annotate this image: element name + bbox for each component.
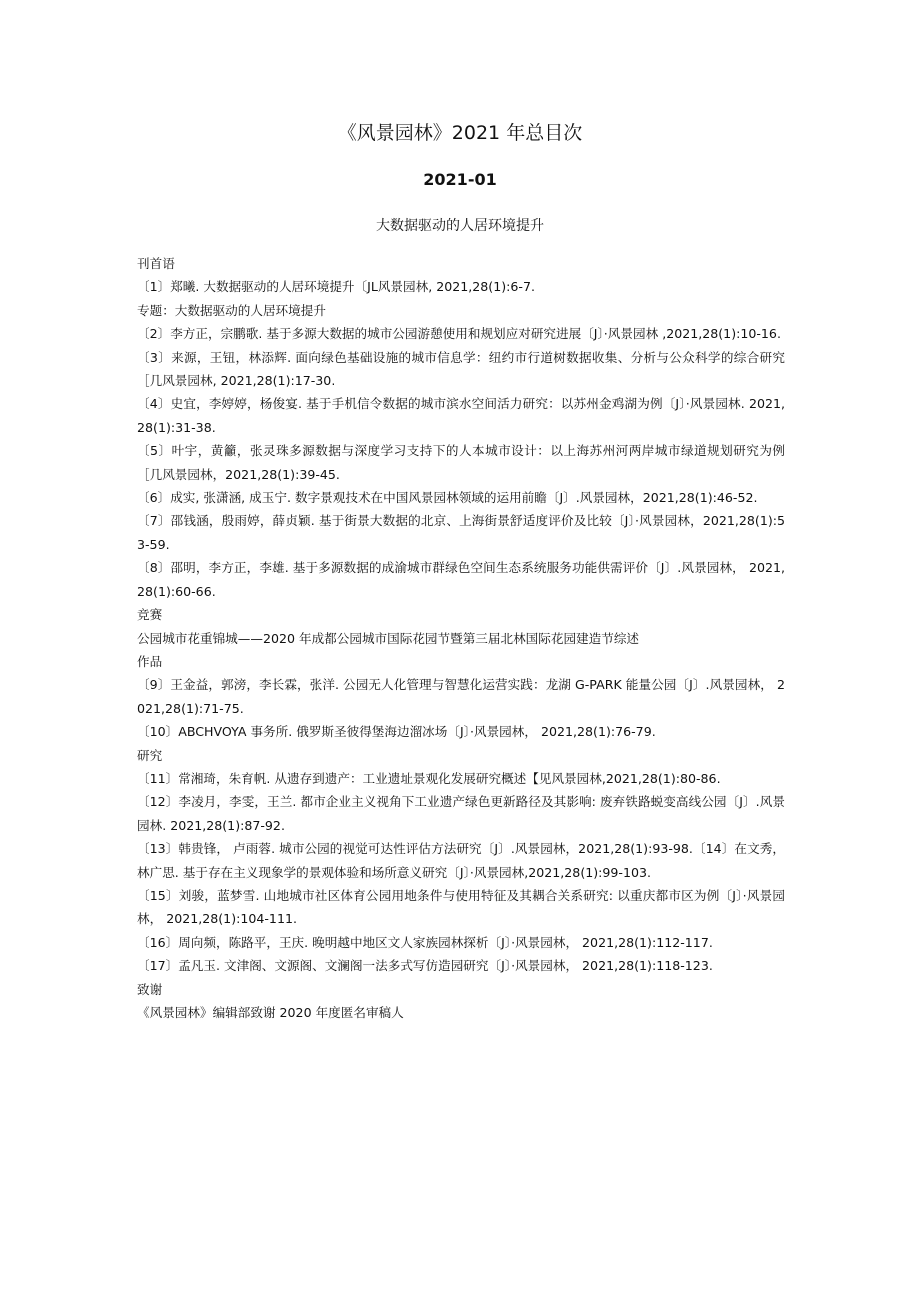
section-heading: 致谢: [137, 981, 163, 997]
contents-entry: 《风景园林》编辑部致谢 2020 年度匿名审稿人: [137, 1005, 404, 1020]
section-heading: 专题：大数据驱动的人居环境提升: [137, 302, 326, 318]
section-heading: 研究: [137, 747, 163, 763]
contents-list: [137, 252, 785, 1024]
contents-entry: 公园城市花重锦城——2020 年成都公园城市国际花园节暨第三届北林国际花园建造节综述: [137, 630, 640, 646]
contents-entry: 〔10〕ABCHVOYA 事务所. 俄罗斯圣彼得堡海边溜冰场〔J〕·风景园林， 2021,28(1):76-79.: [137, 724, 656, 740]
contents-entry: 〔15〕刘骏，蓝梦雪. 山地城市社区体育公园用地条件与使用特征及其耦合关系研究: 以重庆都市区为例〔J〕·风景园林， 2021,28(1):104-111.: [137, 887, 785, 927]
contents-entry: 〔16〕周向频，陈路平，王庆. 晚明越中地区文人家族园林探析〔J〕·风景园林， 2021,28(1):112-117.: [137, 934, 713, 950]
contents-entry: 〔7〕邵钱涵，殷雨婷，薛贞颖. 基于街景大数据的北京、上海街景舒适度评价及比较〔J〕·风景园林，2021,28(1):53-59.: [137, 513, 785, 552]
contents-entry: 〔5〕叶宇，黄籲，张灵珠多源数据与深度学习支持下的人本城市设计：以上海苏州河两岸城市绿道规划研究为例［几风景园林，2021,28(1):39-45.: [137, 443, 785, 482]
contents-entry: 〔9〕王金益，郭滂，李长霖，张洋. 公园无人化管理与智慧化运营实践：龙湖 G-PARK 能量公园〔J〕.风景园林， 2021,28(1):71-75.: [137, 677, 785, 716]
contents-entry: 〔11〕常湘琦，朱育帆. 从遗存到遗产：工业遗址景观化发展研究概述【见风景园林,2021,28(1):80-86.: [137, 770, 721, 786]
contents-entry: 〔13〕韩贵锋， 卢雨蓉. 城市公园的视觉可达性评估方法研究〔J〕.风景园林，2021,28(1):93-98.〔14〕在文秀，林广思. 基于存在主义现象学的景观体验和场所意义研究〔J〕·风景园林,2021,28(1):99-103.: [137, 841, 785, 880]
section-heading: 作品: [137, 653, 163, 669]
contents-entry: 〔2〕李方正，宗鹏歌. 基于多源大数据的城市公园游憩使用和规划应对研究进展〔J〕·风景园林 ,2021,28(1):10-16.: [137, 326, 781, 342]
contents-entry: 〔17〕孟凡玉. 文津阁、文源阁、文澜阁一法多式写仿造园研究〔J〕·风景园林， 2021,28(1):118-123.: [137, 958, 713, 974]
contents-entry: 〔4〕史宜，李婷婷，杨俊宴. 基于手机信令数据的城市滨水空间活力研究：以苏州金鸡湖为例〔J〕·风景园林. 2021,28(1):31-38.: [137, 396, 785, 435]
contents-entry: 〔12〕李凌月，李雯，王兰. 都市企业主义视角下工业遗产绿色更新路径及其影响: 废弃铁路蜕变高线公园〔J〕.风景园林. 2021,28(1):87-92.: [137, 794, 785, 833]
issue-theme: 大数据驱动的人居环境提升: [376, 218, 544, 234]
document-title: 《风景园林》2021 年总目次: [337, 122, 583, 144]
contents-entry: 〔1〕郑曦. 大数据驱动的人居环境提升〔JL风景园林, 2021,28(1):6-7.: [137, 279, 535, 295]
contents-entry: 〔3〕来源，王钮，林添辉. 面向绿色基础设施的城市信息学：纽约市行道树数据收集、分析与公众科学的综合研究［几风景园林, 2021,28(1):17-30.: [137, 349, 785, 389]
section-heading: 竞赛: [137, 607, 163, 623]
issue-number: 2021-01: [423, 170, 497, 189]
contents-entry: 〔6〕成实, 张潇涵, 成玉宁. 数字景观技术在中国风景园林领域的运用前瞻〔J〕.风景园林，2021,28(1):46-52.: [137, 490, 758, 506]
section-heading: 刊首语: [137, 256, 175, 271]
contents-entry: 〔8〕邵明，李方正，李雄. 基于多源数据的成渝城市群绿色空间生态系统服务功能供需评价〔J〕.风景园林， 2021,28(1):60-66.: [137, 560, 785, 599]
